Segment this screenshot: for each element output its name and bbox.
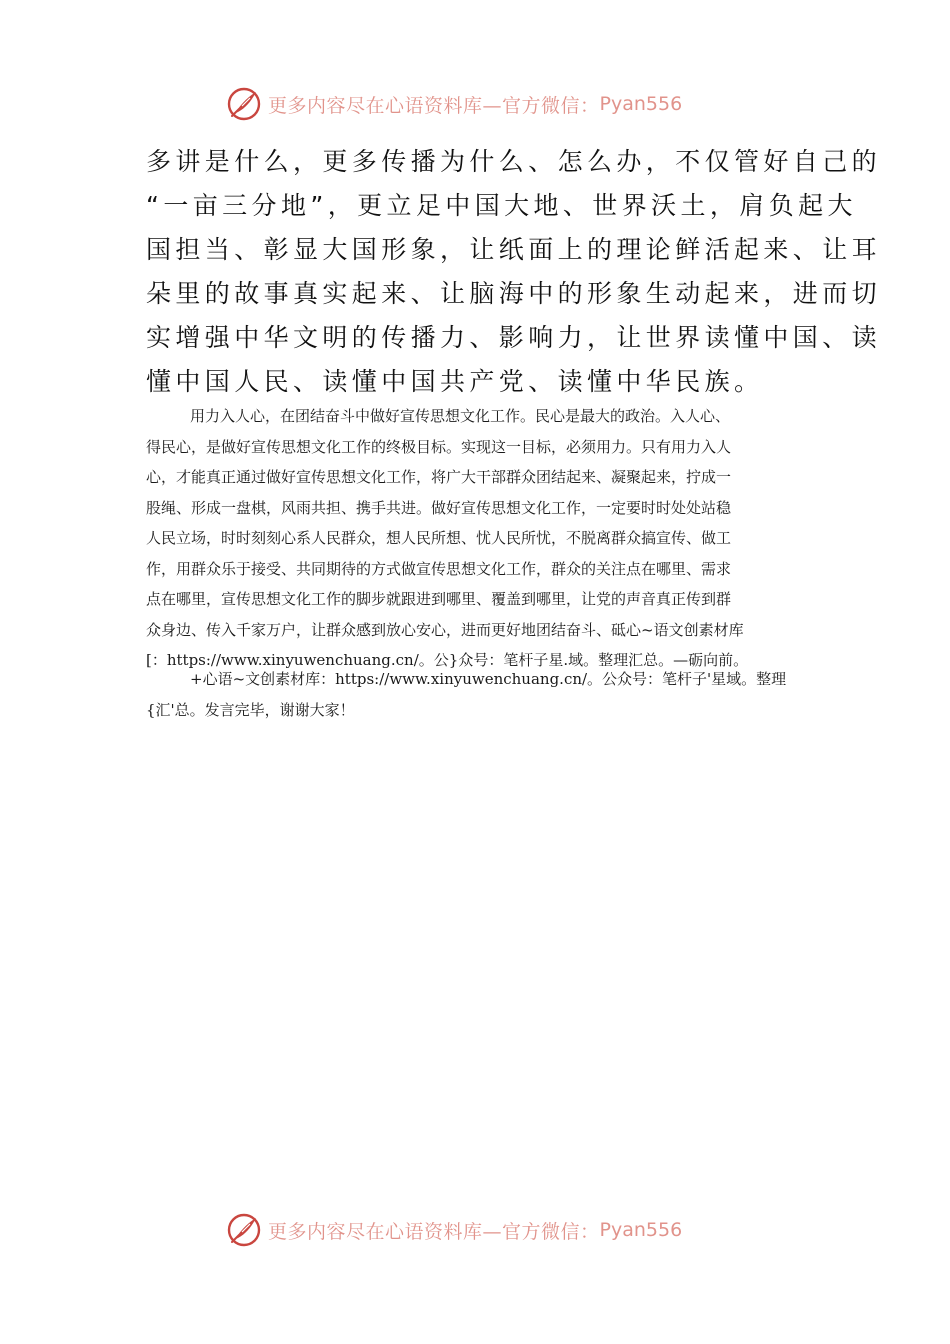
paragraph-line: 作，用群众乐于接受、共同期待的方式做宣传思想文化工作，群众的关注点在哪里、需求 bbox=[146, 559, 732, 578]
footer-banner-text: 更多内容尽在心语资料库—官方微信： bbox=[268, 1220, 600, 1243]
quill-pen-logo-icon bbox=[226, 1212, 262, 1248]
paragraph-line: “一亩三分地”，更立足中国大地、世界沃土，肩负起大 bbox=[146, 191, 857, 220]
paragraph-line: {汇'总。发言完毕，谢谢大家！ bbox=[146, 700, 355, 719]
paragraph-line: 众身边、传入千家万户，让群众感到放心安心，进而更好地团结奋斗、砥心~语文创素材库 bbox=[146, 620, 744, 639]
paragraph-line: 懂中国人民、读懂中国共产党、读懂中华民族。 bbox=[146, 367, 764, 396]
paragraph-line: 国担当、彰显大国形象，让纸面上的理论鲜活起来、让耳 bbox=[146, 235, 882, 264]
footer-banner bbox=[226, 1210, 746, 1250]
quill-pen-logo-icon bbox=[226, 86, 262, 122]
paragraph-line: 人民立场，时时刻刻心系人民群众，想人民所想、忧人民所忧，不脱离群众搞宣传、做工 bbox=[146, 529, 732, 547]
paragraph-line: 心，才能真正通过做好宣传思想文化工作，将广大干部群众团结起来、凝聚起来，拧成一 bbox=[146, 468, 732, 486]
header-banner-wechat: Pyan556 bbox=[599, 93, 683, 115]
header-banner-text: 更多内容尽在心语资料库—官方微信： bbox=[268, 94, 600, 117]
paragraph-line: [：https://www.xinyuwenchuang.cn/。公}众号：笔杆子星.域。整理汇总。—砺向前。 bbox=[146, 651, 749, 669]
paragraph-line: 多讲是什么，更多传播为什么、怎么办，不仅管好自己的 bbox=[146, 147, 882, 176]
paragraph-line: +心语~文创素材库：https://www.xinyuwenchuang.cn/。公众号：笔杆子'星域。整理 bbox=[190, 670, 787, 688]
paragraph-line: 得民心，是做好宣传思想文化工作的终极目标。实现这一目标，必须用力。只有用力入人 bbox=[146, 437, 732, 456]
body-paragraph-1 bbox=[146, 140, 882, 404]
body-paragraph-3 bbox=[146, 664, 810, 725]
paragraph-line: 点在哪里，宣传思想文化工作的脚步就跟进到哪里、覆盖到哪里，让党的声音真正传到群 bbox=[146, 590, 732, 608]
paragraph-line: 实增强中华文明的传播力、影响力，让世界读懂中国、读 bbox=[146, 323, 882, 352]
body-paragraph-2 bbox=[146, 401, 810, 676]
paragraph-line: 股绳、形成一盘棋，风雨共担、携手共进。做好宣传思想文化工作，一定要时时处处站稳 bbox=[146, 498, 732, 517]
paragraph-line: 用力入人心，在团结奋斗中做好宣传思想文化工作。民心是最大的政治。入人心、 bbox=[190, 407, 731, 425]
header-banner bbox=[226, 84, 746, 124]
footer-banner-wechat: Pyan556 bbox=[599, 1219, 683, 1241]
paragraph-line: 朵里的故事真实起来、让脑海中的形象生动起来，进而切 bbox=[146, 279, 882, 308]
